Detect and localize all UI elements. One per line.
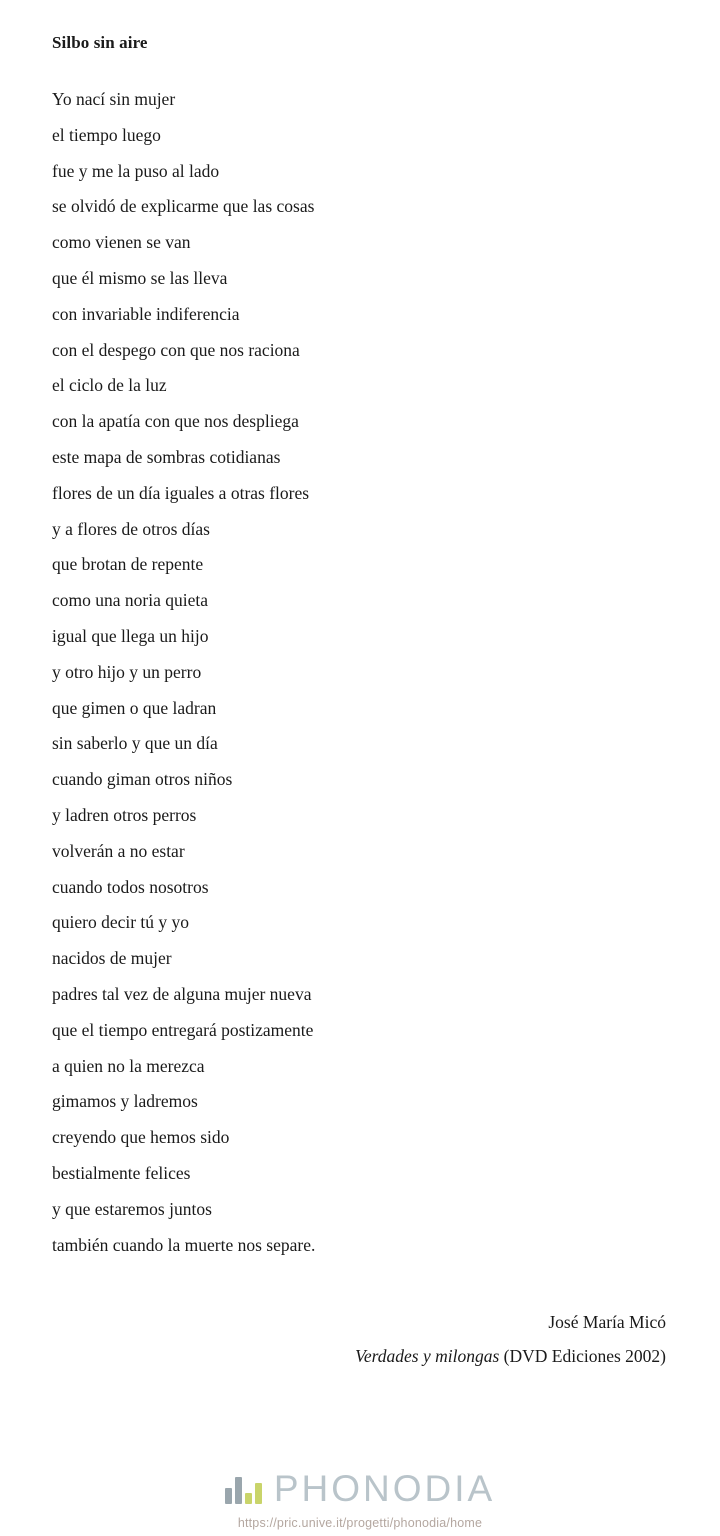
poem-line: gimamos y ladremos (52, 1091, 198, 1112)
site-footer (0, 1466, 720, 1530)
poem-line: este mapa de sombras cotidianas (52, 446, 281, 467)
poem-line: igual que llega un hijo (52, 625, 209, 646)
poem-line: que brotan de repente (52, 554, 204, 575)
publisher-info: (DVD Ediciones 2002) (499, 1346, 666, 1367)
poem-line: se olvidó de explicarme que las cosas (52, 196, 315, 217)
poem-line: y ladren otros perros (52, 804, 197, 825)
poem-line: sin saberlo y que un día (52, 733, 218, 754)
book-title: Verdades y milongas (355, 1346, 500, 1367)
author-name: José María Micó (548, 1312, 666, 1333)
phonodia-logo (0, 1466, 720, 1512)
poem-line: que él mismo se las lleva (52, 267, 228, 288)
poem-line: creyendo que hemos sido (52, 1127, 230, 1148)
attribution (52, 1305, 668, 1373)
poem-line: y otro hijo y un perro (52, 661, 202, 682)
poem-line: como vienen se van (52, 232, 191, 253)
poem-line: cuando giman otros niños (52, 769, 233, 790)
poem-line: fue y me la puso al lado (52, 160, 220, 181)
poem-line: que el tiempo entregará postizamente (52, 1019, 314, 1040)
poem-line: Yo nací sin mujer (52, 89, 176, 109)
poem-line: flores de un día iguales a otras flores (52, 482, 310, 503)
poem-line: quiero decir tú y yo (52, 912, 190, 933)
poem-line: como una noria quieta (52, 590, 208, 611)
poem-body (52, 82, 668, 1263)
poem-line: con invariable indiferencia (52, 303, 240, 324)
poem-line: padres tal vez de alguna mujer nueva (52, 983, 312, 1004)
poem-line: y que estaremos juntos (52, 1198, 212, 1219)
poem-line: que gimen o que ladran (52, 697, 217, 718)
poem-line: cuando todos nosotros (52, 876, 209, 897)
poem-line: el ciclo de la luz (52, 375, 167, 396)
logo-wordmark: PHONODIA (273, 1468, 496, 1509)
poem-line: a quien no la merezca (52, 1055, 205, 1076)
poem-line: bestialmente felices (52, 1162, 191, 1183)
bar-chart-icon (225, 1474, 262, 1504)
poem-line: nacidos de mujer (52, 948, 172, 969)
poem-line: volverán a no estar (52, 840, 185, 861)
source-reference (52, 1339, 666, 1373)
poem-line: y a flores de otros días (52, 518, 210, 539)
poem-line: también cuando la muerte nos separe. (52, 1234, 316, 1255)
footer-url[interactable]: https://pric.unive.it/progetti/phonodia/home (237, 1516, 483, 1530)
poem-line: con el despego con que nos raciona (52, 339, 300, 360)
poem-line: el tiempo luego (52, 124, 161, 145)
poem-line: con la apatía con que nos despliega (52, 411, 299, 432)
page-title: Silbo sin aire (52, 33, 148, 52)
